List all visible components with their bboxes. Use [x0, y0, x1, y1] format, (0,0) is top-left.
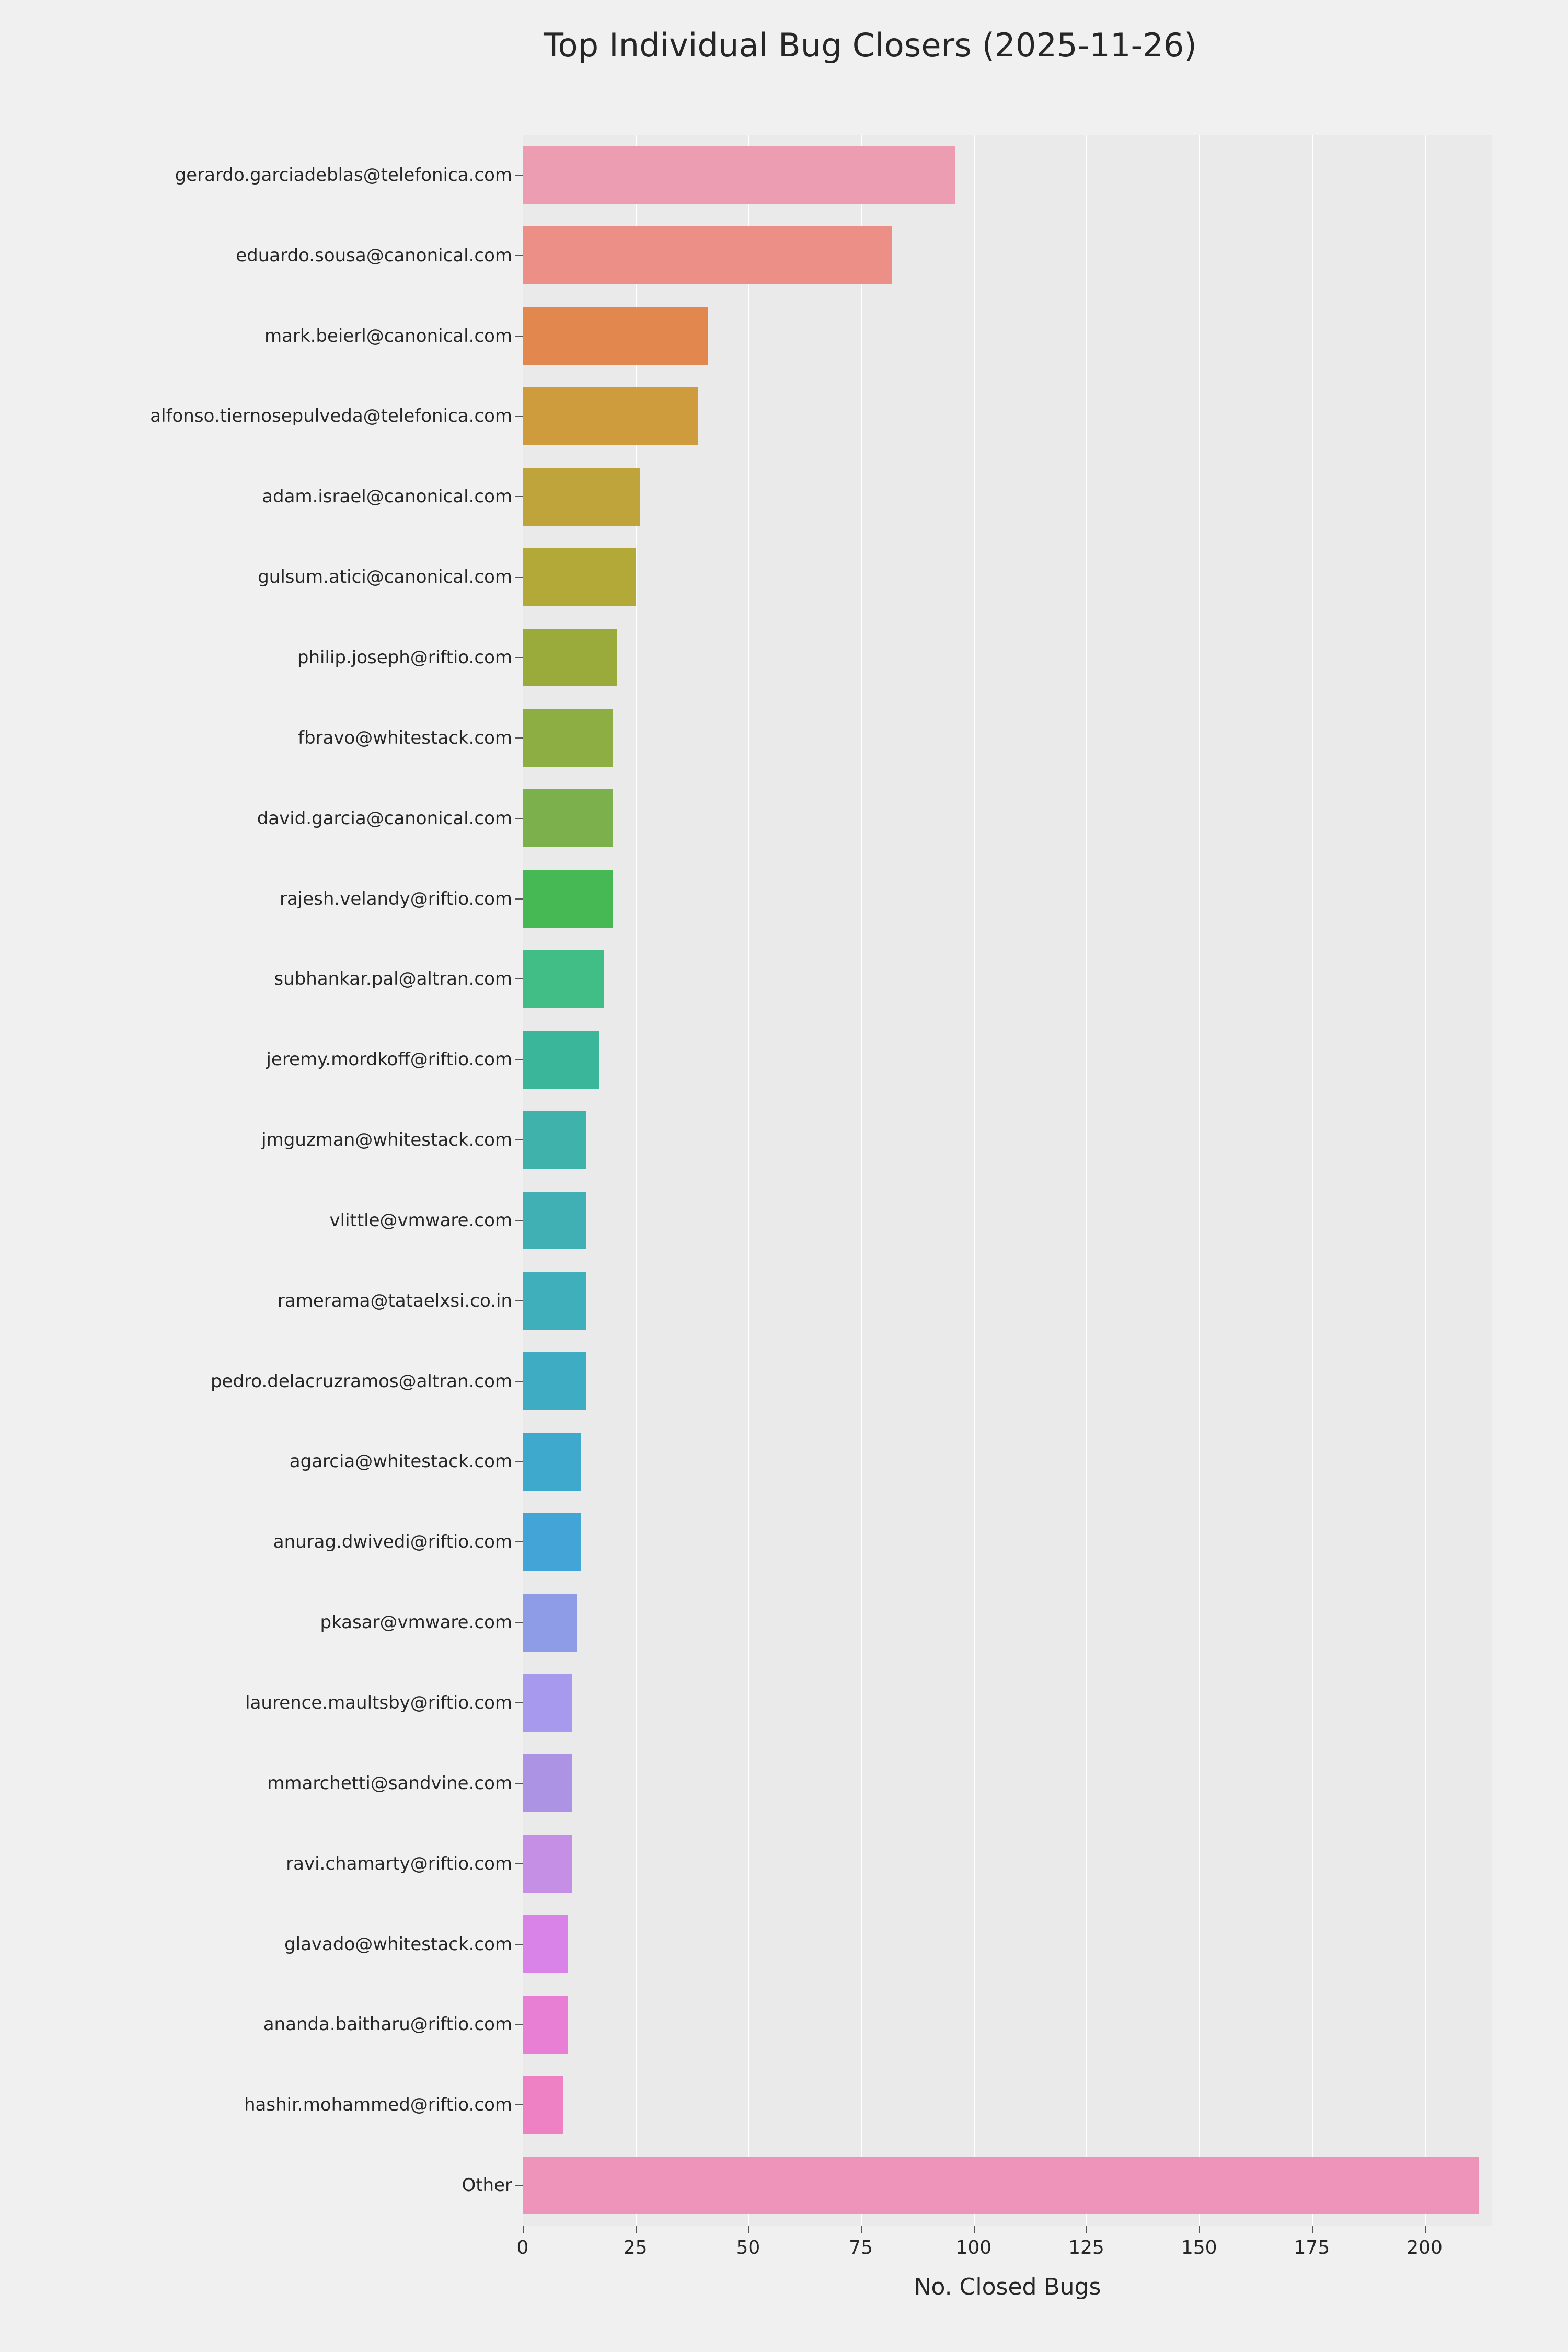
bar-row — [523, 2157, 1492, 2215]
bar-row — [523, 1754, 1492, 1812]
y-tick-mark — [515, 416, 523, 417]
bar-row — [523, 1835, 1492, 1893]
x-tick-label: 25 — [623, 2237, 648, 2258]
bar-row — [523, 1111, 1492, 1169]
x-tick-label: 100 — [955, 2237, 992, 2258]
bar-row — [523, 1433, 1492, 1491]
gridline — [1312, 135, 1313, 2226]
bar — [523, 629, 617, 687]
bar — [523, 1996, 568, 2054]
x-tick-label: 125 — [1068, 2237, 1104, 2258]
bar — [523, 1272, 586, 1330]
bar — [523, 1031, 599, 1089]
y-tick-mark — [515, 1381, 523, 1382]
bar-row — [523, 709, 1492, 767]
gridline — [1425, 135, 1426, 2226]
y-tick-mark — [515, 2185, 523, 2186]
x-tick-mark — [1425, 2226, 1426, 2233]
bar — [523, 1674, 572, 1732]
y-tick-label: ananda.baitharu@riftio.com — [263, 2014, 512, 2035]
y-tick-mark — [515, 577, 523, 578]
chart-title: Top Individual Bug Closers (2025-11-26) — [544, 26, 1197, 64]
y-tick-mark — [515, 737, 523, 739]
x-tick-label: 175 — [1294, 2237, 1330, 2258]
bar-row — [523, 1272, 1492, 1330]
y-tick-mark — [515, 1783, 523, 1784]
bar-row — [523, 1031, 1492, 1089]
bar-row — [523, 1915, 1492, 1973]
x-tick-label: 75 — [849, 2237, 873, 2258]
plot-area — [523, 135, 1492, 2226]
y-tick-label: alfonso.tiernosepulveda@telefonica.com — [150, 406, 512, 427]
bar — [523, 2076, 563, 2134]
x-axis-label: No. Closed Bugs — [914, 2274, 1101, 2300]
bar — [523, 1835, 572, 1893]
y-tick-mark — [515, 898, 523, 900]
y-tick-label: mmarchetti@sandvine.com — [267, 1772, 512, 1794]
y-tick-label: david.garcia@canonical.com — [257, 808, 512, 829]
bar — [523, 1192, 586, 1250]
bar — [523, 146, 955, 204]
y-tick-label: agarcia@whitestack.com — [289, 1451, 512, 1472]
y-tick-label: subhankar.pal@altran.com — [274, 969, 512, 990]
bar — [523, 709, 613, 767]
bar-row — [523, 548, 1492, 606]
bar — [523, 1433, 581, 1491]
y-tick-mark — [515, 1300, 523, 1301]
x-tick-label: 50 — [736, 2237, 760, 2258]
bar-row — [523, 468, 1492, 526]
y-tick-label: ravi.chamarty@riftio.com — [286, 1853, 512, 1874]
bar-row — [523, 1192, 1492, 1250]
y-tick-mark — [515, 1863, 523, 1864]
y-tick-mark — [515, 1541, 523, 1542]
x-tick-label: 0 — [516, 2237, 529, 2258]
bar — [523, 1754, 572, 1812]
y-tick-label: fbravo@whitestack.com — [297, 727, 512, 748]
y-tick-mark — [515, 2024, 523, 2025]
bar-row — [523, 226, 1492, 284]
bar-row — [523, 307, 1492, 365]
y-tick-mark — [515, 1702, 523, 1703]
bar — [523, 1111, 586, 1169]
gridline — [1086, 135, 1087, 2226]
gridline — [861, 135, 862, 2226]
y-tick-label: adam.israel@canonical.com — [262, 486, 512, 508]
gridline — [1199, 135, 1200, 2226]
y-tick-label: mark.beierl@canonical.com — [264, 325, 512, 347]
y-tick-mark — [515, 1220, 523, 1221]
x-tick-label: 200 — [1406, 2237, 1443, 2258]
y-tick-label: eduardo.sousa@canonical.com — [236, 245, 512, 266]
bar-row — [523, 1513, 1492, 1571]
x-tick-mark — [861, 2226, 862, 2233]
y-tick-mark — [515, 1461, 523, 1462]
y-tick-mark — [515, 1139, 523, 1140]
y-tick-label: pkasar@vmware.com — [320, 1612, 512, 1633]
bar — [523, 1915, 568, 1973]
y-tick-label: ramerama@tataelxsi.co.in — [277, 1290, 512, 1311]
y-tick-label: hashir.mohammed@riftio.com — [244, 2094, 512, 2116]
y-tick-mark — [515, 657, 523, 658]
bar-row — [523, 146, 1492, 204]
x-tick-mark — [1199, 2226, 1200, 2233]
bar-row — [523, 950, 1492, 1008]
bar-row — [523, 1674, 1492, 1732]
x-tick-mark — [636, 2226, 637, 2233]
x-tick-mark — [523, 2226, 524, 2233]
bar-row — [523, 629, 1492, 687]
bar — [523, 307, 708, 365]
y-tick-label: glavado@whitestack.com — [284, 1933, 512, 1955]
y-tick-mark — [515, 496, 523, 497]
y-tick-label: gulsum.atici@canonical.com — [258, 567, 512, 588]
y-tick-mark — [515, 1059, 523, 1060]
y-tick-label: Other — [462, 2175, 512, 2196]
bar — [523, 870, 613, 928]
x-tick-label: 150 — [1181, 2237, 1217, 2258]
bar — [523, 468, 640, 526]
y-tick-mark — [515, 175, 523, 176]
x-tick-mark — [748, 2226, 749, 2233]
y-tick-mark — [515, 1944, 523, 1945]
y-tick-label: anurag.dwivedi@riftio.com — [273, 1531, 512, 1553]
y-tick-label: rajesh.velandy@riftio.com — [279, 888, 512, 909]
bar — [523, 548, 636, 606]
bar-row — [523, 789, 1492, 847]
bar — [523, 2157, 1479, 2215]
gridline — [636, 135, 637, 2226]
gridline — [748, 135, 749, 2226]
bar — [523, 387, 698, 445]
y-tick-mark — [515, 978, 523, 979]
y-tick-label: pedro.delacruzramos@altran.com — [210, 1370, 512, 1392]
bar — [523, 1513, 581, 1571]
x-tick-mark — [1312, 2226, 1313, 2233]
bar-row — [523, 1352, 1492, 1410]
y-tick-label: jmguzman@whitestack.com — [261, 1129, 512, 1151]
y-tick-label: jeremy.mordkoff@riftio.com — [266, 1049, 512, 1070]
gridline — [974, 135, 975, 2226]
y-tick-label: laurence.maultsby@riftio.com — [245, 1692, 512, 1713]
bar — [523, 226, 892, 284]
bar — [523, 1352, 586, 1410]
bar-row — [523, 1996, 1492, 2054]
bar — [523, 1594, 577, 1652]
y-tick-mark — [515, 255, 523, 256]
y-tick-label: vlittle@vmware.com — [329, 1209, 512, 1231]
y-tick-mark — [515, 1622, 523, 1623]
bar-row — [523, 387, 1492, 445]
bar-row — [523, 2076, 1492, 2134]
bar-row — [523, 870, 1492, 928]
bar-row — [523, 1594, 1492, 1652]
y-tick-mark — [515, 2104, 523, 2105]
y-tick-label: gerardo.garciadeblas@telefonica.com — [175, 164, 512, 186]
y-tick-mark — [515, 818, 523, 819]
bar — [523, 789, 613, 847]
x-tick-mark — [1086, 2226, 1087, 2233]
y-tick-label: philip.joseph@riftio.com — [297, 647, 512, 668]
y-tick-mark — [515, 336, 523, 337]
bar — [523, 950, 604, 1008]
x-tick-mark — [974, 2226, 975, 2233]
